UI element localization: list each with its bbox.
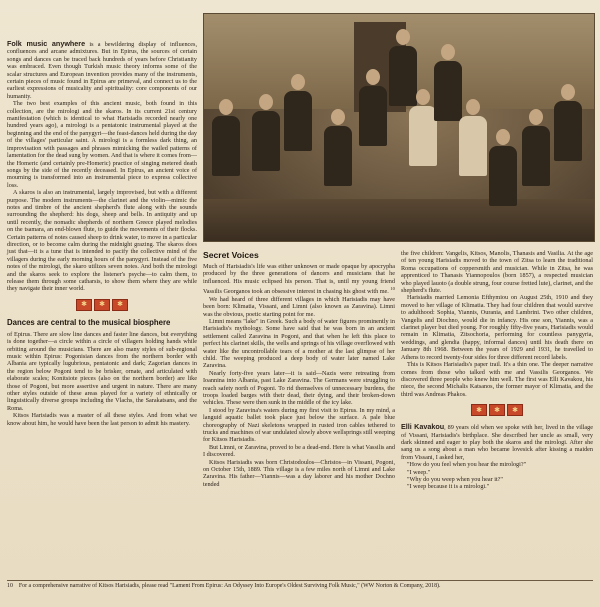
footnote — [7, 580, 593, 590]
paragraph-secret-voices: Much of Harisiadis's life was either unknown or made opaque by apocrypha produced by the three generations of dancers and musicians that he influenced. His music eclipsed his person. That is, until my young friend Vassilis Georganos took an obsessive interest in chasing his ghost with me. $^{10}$ — [203, 263, 395, 296]
intro-paragraph: Folk music anywhere is a bewildering display of influences, confluences and arcane admixtures. But in Epirus, the sources of certain songs and dances can be traced back hundreds of years before Christianity was embraced. Even though Turkish music theory informs some of the scalar structures and European invention provides many of the instruments, certain pieces of music found in Epirus are primeval, and connect us to the earliest expressions of musicality and spirituality: core components of our humanity. — [7, 39, 198, 100]
paragraph-dances: of Epirus. There are slow line dances and faster line dances, but everything is done together—a circle within a circle of villagers holding hands while orbiting around the musicians. There are also many styles of sub-regional music within Epirus: Pogonisian dances from the northern border with Albania are typically lugubrious, pentatonic and dark; Zagorian dances in the region below Pogoni tend to be brisker, ornate, and articulated with elaborate scales; Konitsiote pieces (also on the northern border) are like those of Pogoni, but more assertive and urgent in nature. There are many other styles outside of these areas played for a variety of ethnically or linguistically diverse groups including the Vlachs, the Sarakatsans, and the Roma. — [7, 330, 197, 412]
paragraph-mirologi: The two best examples of this ancient music, both found in this collection, are the mirologi and the skaros. In its current 21st century manifestation (which is identical to what Harisiadis recorded nearly one hundred years ago), a mirologi is a pentatonic instrumental played at the beginning and the end of the panygyri—the feast-dances held during the day of the villages' particular saint. A mirologi is a formless dark thing, an improvisation with passages and phrases mimicking the wailed patterns of lamentation for the dead sung by women. And that is where it comes from—the Homeric (and certainly pre-Homeric) practice of singing metered death songs by the side of the recently deceased. In Epirus, an ancient voice of mourning is transformed into an instrumental piece to express collective loss. — [7, 100, 197, 189]
ornament-icon: ✱ — [76, 299, 92, 311]
intro-lead: Folk music anywhere — [7, 39, 86, 48]
left-column — [7, 40, 197, 427]
paragraph-mastery: Kitsos Harisiadis was a master of all these styles. And from what we know about him, he would have been the last person to admit his mastery. — [7, 412, 197, 427]
dialogue-line: "How do you feel when you hear the mirologi?" — [407, 461, 527, 469]
paragraph-marriage: Harisiadis married Lemonia Efthymiou on August 25th, 1910 and they moved to her village of Klimatia. They had four children that would survive to adulthood: Sophia, Yiannis, Ourania, and Lambrini. Two other children, Vangelis and Diochno, would die in infancy. His one son, Yiannis, was a clarinet player but died young. For roughly fifty-five years, Harisiadis would remain in Klimatia, Zitsochoria, performing for countless panygyria, weddings, and glendia (happy, informal dances) until his death there on January 8th 1968. Between the years of 1929 and 1931, he travelled to Athens to record twenty-four sides for three different record labels. — [401, 294, 593, 361]
paragraph-skaros: A skaros is also an instrumental, largely improvised, but with a different purpose. The modern instruments—the clarinet and the violin—mimic the notes and timbre of the ancient shepherd's flute along with the sounds surrounding the shepherd: his dogs, sheep and bells. In antiquity and up until recently, the nomadic shepherds of northern Greece played melodies on the tsamara, an end-blown flute, to guide the movements of their flocks. Certain patterns of notes caused sheep to drink water, to move in a particular direction, or to become calm during the midnight grazing. The skaros does just that—it is a tune that is intended to pacify the collective mind of the villagers during the early morning hours of the panygyri. Instead of the five notes of the mirologi, the skaro utilizes seven notes. And both the mirologi and the skaros seek to explore the listener's psyche—to calm them, to release them through some catharsis, to show them where they are while they navigate their inner world. — [7, 189, 197, 293]
paragraph-nazis: Nearly forty-five years later—it is said—Nazis were retreating from Ioannina into Albania, past Lake Zaravina. The Germans were struggling to reach safety north of Pogoni. To rid themselves of unnecessary burdens, the troops loaded barges with their dead, their dying, and their broken-down vehicles. These were then sunk in the middle of the icy lake. — [203, 369, 395, 407]
dialogue-line: "I weep because it is a mirologi." — [407, 483, 490, 491]
paragraph-children: the five children: Vangelis, Kitsos, Manolis, Thanasis and Vasilia. At the age of ten young Harisiadis moved to the town of Zitsa to learn the traditional Roma occupations of coppersmith and musician. While in Zitsa, he was apprenticed to Thanasis Yiannopoulos (born 1857), a respected musician who played lauoto (a double strung, four course fretted lute), clarinet, and the shepherd's flute. — [401, 250, 593, 295]
paragraph-paper-trail: This is Kitsos Harisiadis's paper trail. It's a thin one. The deeper narrative comes from those who talked with me and Vassilis Georganos. We discovered three people who knew him well. The first was Elli Kavakou, his niece, the second Michalis Katsanos, the former mayor of Klimatia, and the third was Andreas Phakos. — [401, 361, 593, 398]
footnote-text: For a comprehensive narrative of Kitsos Harisiadis, please read "Lament From Epirus: An Odyssey Into Europe's Oldest Surviving Folk Music," (WW Norton & Company, 2018). — [18, 583, 441, 589]
paragraph-zaravina: I stood by Zaravina's waters during my first visit to Epirus. In my mind, a languid aquatic ballet took place just below the surface. A pale blue choreography of Nazi skeletons wrapped in rusted iron cables tethered to trucks and machines of war undulated slowly above wellsprings still weeping for Kitsos Harisiadis. — [203, 406, 395, 444]
middle-column — [203, 250, 395, 488]
dialogue-line: "I weep." — [407, 468, 431, 476]
paragraph-limni: Limni means "lake" in Greek. Such a body of water figures prominently in Harisiadis's mythology. Some have said that he was born in an ancient settlement called Zaravina in Pogoni, and that when he left this place to perfect his clarinet skills, the wells and springs of his village overflowed with water like the uncontrollable tears of a mother at the last glimpse of her child. The weeping produced a deep body of water later named Lake Zaravina. — [203, 317, 395, 370]
paragraph-elli: Elli Kavakou, 89 years old when we spoke with her, lived in the village of Vissani, Harisiadis's birthplace. She described her uncle as small, very dark skinned and eager to play both the skaros and the mirologi. After she sang us a song about a man who became lovesick after kissing a maiden from Vissani, I asked her, — [401, 422, 593, 461]
paragraph-dead-end: But Limni, or Zaravina, proved to be a dead-end. Here is what Vassilis and I discovered. — [203, 443, 395, 459]
ornament-icon: ✱ — [471, 404, 487, 416]
footnote-ref[interactable]: 10 — [390, 286, 395, 292]
musicians-group-photo — [203, 13, 595, 242]
section-ornament — [401, 404, 593, 416]
section-ornament — [7, 299, 197, 311]
paragraph-born: Kitsos Harisiadis was born Christodoulos—Christos—in Vissani, Pogoni, on October 15th, 1889. This village is a few miles north of Limni and Lake Zaravina. His father—Yiannis—was a day laborer and his mother Dochno tended — [203, 458, 395, 488]
ornament-icon: ✱ — [94, 299, 110, 311]
dances-section — [7, 318, 197, 427]
dances-heading: Dances are central to the musical biosphere — [7, 317, 171, 327]
ornament-icon: ✱ — [489, 404, 505, 416]
footnote-number: 10 — [7, 583, 13, 589]
elli-lead: Elli Kavakou — [401, 422, 445, 432]
paragraph-villages: We had heard of three different villages in which Harisiadis may have been born: Klimatia, Vissani, and Limni (also known as Zaravina). Limni was the obvious, poetic starting point for me. — [203, 295, 395, 318]
ornament-icon: ✱ — [507, 404, 523, 416]
secret-voices-heading: Secret Voices — [203, 250, 259, 260]
right-column — [401, 250, 593, 491]
dialogue-line: "Why do you weep when you hear it?" — [407, 475, 503, 483]
ornament-icon: ✱ — [112, 299, 128, 311]
